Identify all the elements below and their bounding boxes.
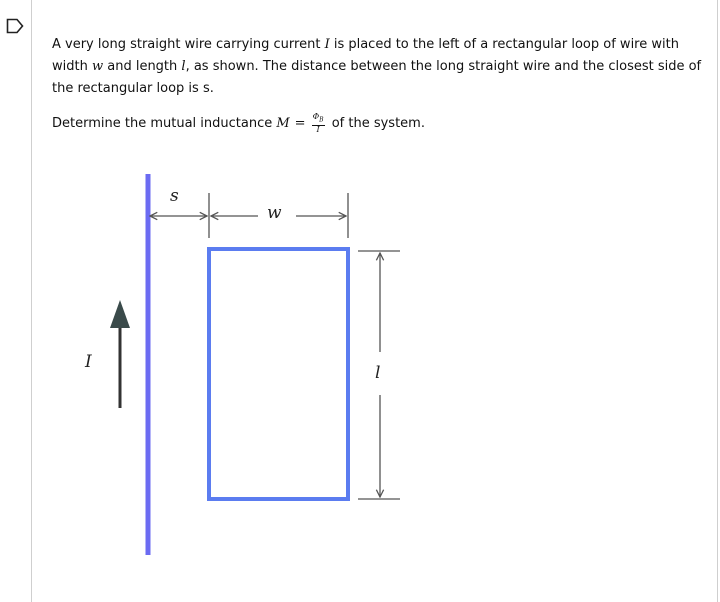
var-current: I bbox=[324, 37, 330, 52]
label-w: w bbox=[267, 203, 282, 223]
fraction-numerator: $\Phi_B$ bbox=[312, 112, 324, 124]
fraction-denominator: I bbox=[316, 124, 320, 134]
label-s: s bbox=[170, 186, 179, 206]
current-arrow-head bbox=[110, 300, 130, 328]
var-mutual-inductance: M bbox=[276, 116, 290, 131]
intro-text-4: , as shown. The distance between the long straight wire and the closest side of the rectangular loop is s. bbox=[52, 59, 702, 96]
question-suffix: of the system. bbox=[327, 116, 425, 131]
rectangular-loop bbox=[209, 249, 348, 499]
var-length: l bbox=[181, 59, 186, 74]
label-current: I bbox=[85, 352, 92, 372]
intro-text-3: and length bbox=[103, 59, 182, 74]
intro-text-1: A very long straight wire carrying current bbox=[52, 37, 325, 52]
label-l: l bbox=[375, 363, 381, 383]
equals-sign: = bbox=[294, 116, 306, 131]
intro-text-2: is placed to the left of a rectangular loop of wire with width bbox=[52, 37, 679, 74]
var-width: w bbox=[91, 59, 104, 74]
fraction-subscript: B bbox=[319, 116, 324, 124]
question-text: Determine the mutual inductance bbox=[52, 116, 277, 131]
